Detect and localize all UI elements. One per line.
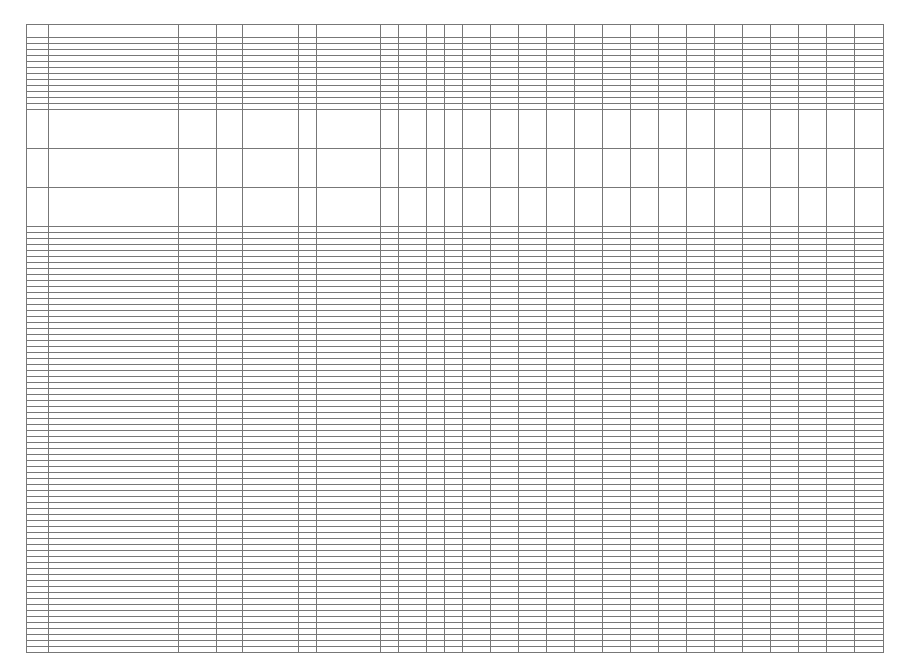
- table-row: [27, 149, 884, 188]
- row-title-cell: [49, 110, 179, 149]
- table-cell: [243, 188, 299, 227]
- table-cell: [445, 149, 463, 188]
- table-cell: [855, 110, 884, 149]
- table-cell: [381, 149, 399, 188]
- table-body: [27, 25, 884, 653]
- row-title-cell: [49, 647, 179, 653]
- table-cell: [445, 647, 463, 653]
- table-cell: [743, 647, 771, 653]
- table-cell: [491, 149, 519, 188]
- row-title-cell: [49, 149, 179, 188]
- table-cell: [715, 647, 743, 653]
- table-cell: [317, 647, 381, 653]
- table-cell: [491, 25, 519, 38]
- table-cell: [427, 188, 445, 227]
- table-cell: [179, 647, 217, 653]
- table-cell: [243, 647, 299, 653]
- table-row: [27, 188, 884, 227]
- table-cell: [179, 25, 217, 38]
- table-cell: [799, 647, 827, 653]
- table-cell: [799, 188, 827, 227]
- table-cell: [631, 25, 659, 38]
- table-cell: [743, 110, 771, 149]
- table-cell: [799, 149, 827, 188]
- table-cell: [463, 149, 491, 188]
- row-number-cell: [27, 647, 49, 653]
- table-cell: [179, 188, 217, 227]
- table-cell: [491, 110, 519, 149]
- table-cell: [575, 110, 603, 149]
- table-cell: [771, 25, 799, 38]
- table-cell: [575, 149, 603, 188]
- report-table-container: [26, 24, 877, 653]
- table-cell: [603, 149, 631, 188]
- table-cell: [575, 188, 603, 227]
- table-cell: [855, 188, 884, 227]
- row-title-cell: [49, 188, 179, 227]
- table-cell: [317, 188, 381, 227]
- table-cell: [659, 647, 687, 653]
- table-cell: [799, 110, 827, 149]
- table-cell: [317, 149, 381, 188]
- table-cell: [243, 110, 299, 149]
- table-cell: [715, 110, 743, 149]
- table-cell: [243, 149, 299, 188]
- table-cell: [771, 188, 799, 227]
- row-number-cell: [27, 188, 49, 227]
- table-cell: [463, 110, 491, 149]
- table-cell: [799, 25, 827, 38]
- table-cell: [217, 647, 243, 653]
- row-number-cell: [27, 149, 49, 188]
- row-number-cell: [27, 110, 49, 149]
- table-cell: [743, 149, 771, 188]
- table-cell: [445, 25, 463, 38]
- table-cell: [687, 647, 715, 653]
- table-cell: [381, 110, 399, 149]
- table-cell: [179, 110, 217, 149]
- table-cell: [491, 188, 519, 227]
- table-cell: [399, 110, 427, 149]
- table-cell: [519, 188, 547, 227]
- table-cell: [179, 149, 217, 188]
- table-cell: [631, 110, 659, 149]
- row-title-cell: [49, 25, 179, 38]
- table-cell: [463, 188, 491, 227]
- table-cell: [575, 647, 603, 653]
- table-cell: [631, 188, 659, 227]
- table-row: [27, 647, 884, 653]
- table-cell: [743, 188, 771, 227]
- table-cell: [659, 25, 687, 38]
- table-cell: [299, 188, 317, 227]
- table-cell: [603, 647, 631, 653]
- table-cell: [575, 25, 603, 38]
- table-cell: [827, 110, 855, 149]
- table-cell: [463, 25, 491, 38]
- table-cell: [687, 110, 715, 149]
- table-cell: [491, 647, 519, 653]
- table-cell: [445, 188, 463, 227]
- table-cell: [771, 647, 799, 653]
- table-cell: [381, 647, 399, 653]
- table-cell: [445, 110, 463, 149]
- table-cell: [827, 149, 855, 188]
- table-cell: [399, 149, 427, 188]
- table-cell: [299, 149, 317, 188]
- table-cell: [743, 25, 771, 38]
- table-cell: [827, 188, 855, 227]
- table-cell: [659, 149, 687, 188]
- table-cell: [603, 188, 631, 227]
- table-cell: [299, 110, 317, 149]
- table-cell: [547, 110, 575, 149]
- table-cell: [603, 110, 631, 149]
- table-cell: [547, 647, 575, 653]
- report-table: [26, 24, 884, 653]
- table-cell: [217, 149, 243, 188]
- row-number-cell: [27, 25, 49, 38]
- table-cell: [631, 647, 659, 653]
- table-cell: [519, 110, 547, 149]
- table-row: [27, 25, 884, 38]
- table-cell: [771, 110, 799, 149]
- table-cell: [519, 647, 547, 653]
- table-cell: [399, 647, 427, 653]
- table-cell: [687, 188, 715, 227]
- table-cell: [715, 25, 743, 38]
- table-cell: [715, 188, 743, 227]
- table-cell: [687, 25, 715, 38]
- table-cell: [299, 647, 317, 653]
- table-cell: [317, 110, 381, 149]
- table-cell: [855, 25, 884, 38]
- table-cell: [427, 110, 445, 149]
- table-cell: [771, 149, 799, 188]
- table-cell: [547, 149, 575, 188]
- table-cell: [463, 647, 491, 653]
- table-cell: [687, 149, 715, 188]
- table-cell: [519, 25, 547, 38]
- table-cell: [827, 647, 855, 653]
- table-cell: [631, 149, 659, 188]
- table-cell: [317, 25, 381, 38]
- table-cell: [659, 188, 687, 227]
- table-cell: [217, 188, 243, 227]
- table-cell: [299, 25, 317, 38]
- table-cell: [715, 149, 743, 188]
- table-cell: [427, 25, 445, 38]
- table-cell: [827, 25, 855, 38]
- table-cell: [381, 25, 399, 38]
- table-cell: [217, 110, 243, 149]
- table-cell: [855, 647, 884, 653]
- table-cell: [427, 647, 445, 653]
- table-cell: [603, 25, 631, 38]
- table-cell: [427, 149, 445, 188]
- table-cell: [547, 25, 575, 38]
- table-cell: [519, 149, 547, 188]
- table-cell: [399, 188, 427, 227]
- table-cell: [659, 110, 687, 149]
- table-cell: [399, 25, 427, 38]
- table-cell: [243, 25, 299, 38]
- table-cell: [855, 149, 884, 188]
- table-cell: [217, 25, 243, 38]
- table-cell: [547, 188, 575, 227]
- table-cell: [381, 188, 399, 227]
- table-row: [27, 110, 884, 149]
